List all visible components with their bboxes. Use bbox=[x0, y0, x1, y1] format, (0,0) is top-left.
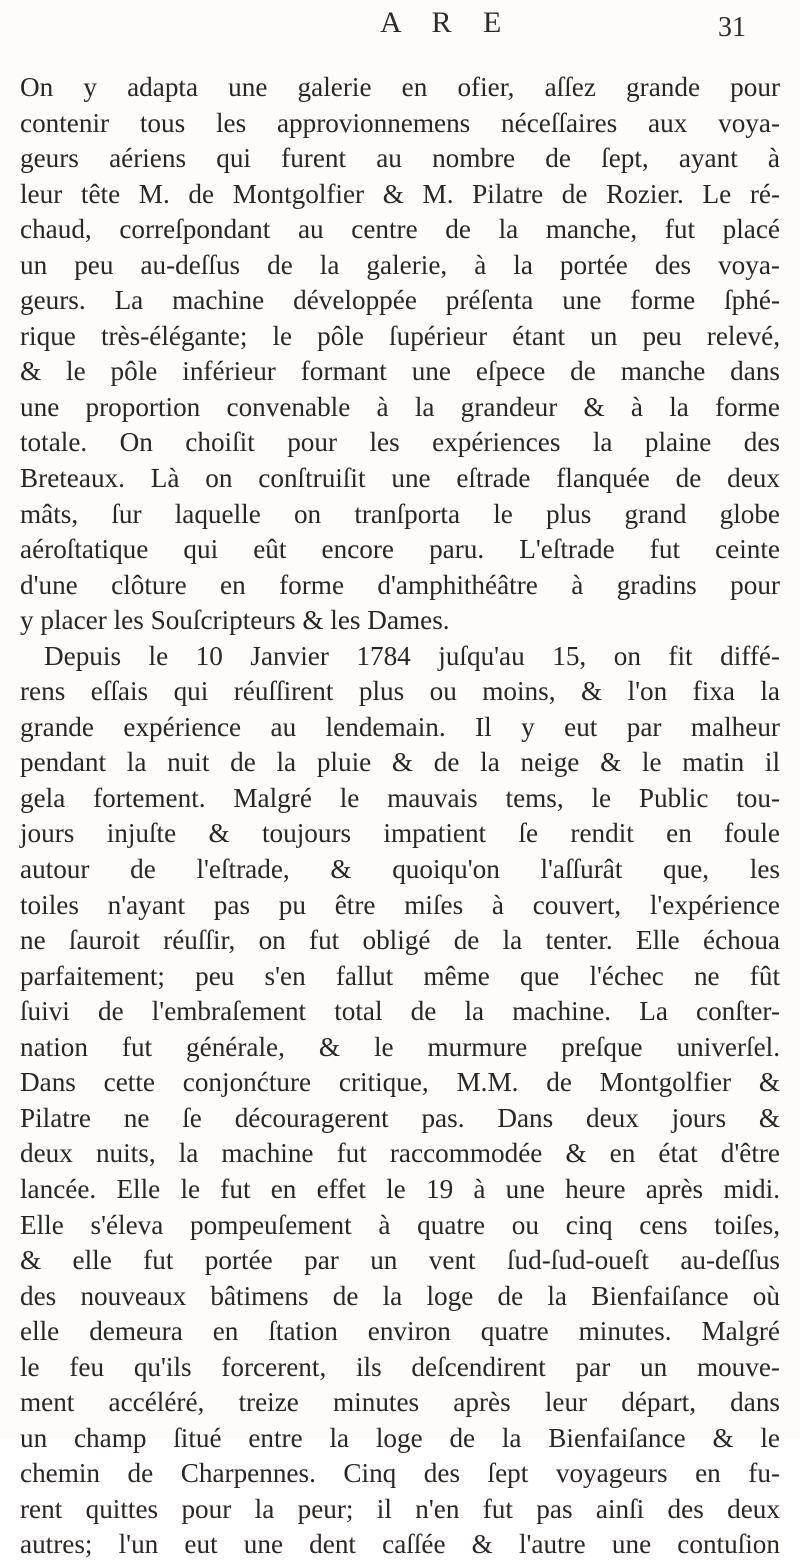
text-line: ne ſauroit réuſſir, on fut obligé de la tenter. Elle échoua bbox=[20, 925, 780, 956]
text-line: lancée. Elle le fut en effet le 19 à une heure après midi. bbox=[20, 1173, 780, 1204]
text-line: rens eſſais qui réuſſirent plus ou moins, & l'on fixa la bbox=[20, 676, 780, 707]
text-line: Elle s'éleva pompeuſement à quatre ou cinq cens toiſes, bbox=[20, 1209, 780, 1240]
text-line: totale. On choiſit pour les expériences la plaine des bbox=[20, 427, 780, 458]
text-line: d'une clôture en forme d'amphithéâtre à gradins pour bbox=[20, 569, 780, 600]
text-line: pendant la nuit de la pluie & de la neige & le matin il bbox=[20, 747, 780, 778]
text-line: rent quittes pour la peur; il n'en fut pas ainſi des deux bbox=[20, 1493, 780, 1524]
text-line: elle demeura en ſtation environ quatre minutes. Malgré bbox=[20, 1316, 780, 1347]
text-line: deux nuits, la machine fut raccommodée & en état d'être bbox=[20, 1138, 780, 1169]
text-line: grande expérience au lendemain. Il y eut par malheur bbox=[20, 711, 780, 742]
text-line: jours injuſte & toujours impatient ſe rendit en foule bbox=[20, 818, 780, 849]
text-line: geurs. La machine développée préſenta une forme ſphé- bbox=[20, 285, 780, 316]
text-line: leur tête M. de Montgolfier & M. Pilatre de Rozier. Le ré- bbox=[20, 178, 780, 209]
running-head bbox=[0, 6, 800, 62]
text-line: mâts, ſur laquelle on tranſporta le plus grand globe bbox=[20, 498, 780, 529]
text-line: On y adapta une galerie en ofier, aſſez grande pour bbox=[20, 72, 780, 102]
text-line: rique très-élégante; le pôle ſupérieur étant un peu relevé, bbox=[20, 320, 780, 351]
page-number: 31 bbox=[718, 12, 746, 43]
text-line: des nouveaux bâtimens de la loge de la Bienfaiſance où bbox=[20, 1280, 780, 1311]
text-line: contenir tous les approvionnemens néceſſaires aux voya- bbox=[20, 107, 780, 138]
text-line: autres; l'un eut une dent caſſée & l'autre une contuſion bbox=[20, 1529, 780, 1560]
text-line: Pilatre ne ſe découragerent pas. Dans deux jours & bbox=[20, 1102, 780, 1133]
text-line: un champ ſitué entre la loge de la Bienfaiſance & le bbox=[20, 1422, 780, 1453]
paragraph-start-line: Depuis le 10 Janvier 1784 juſqu'au 15, on fit diffé- bbox=[44, 640, 780, 671]
text-line: ment accéléré, treize minutes après leur départ, dans bbox=[20, 1387, 780, 1418]
text-line: toiles n'ayant pas pu être miſes à couvert, l'expérience bbox=[20, 889, 780, 920]
body-text bbox=[20, 70, 780, 1563]
text-line: gela fortement. Malgré le mauvais tems, le Public tou- bbox=[20, 782, 780, 813]
text-line: autour de l'eſtrade, & quoiqu'on l'aſſurât que, les bbox=[20, 854, 780, 885]
running-head-title: A R E bbox=[380, 6, 514, 39]
text-line: ſuivi de l'embraſement total de la machine. La conſter- bbox=[20, 996, 780, 1027]
text-line: & le pôle inférieur formant une eſpece de manche dans bbox=[20, 356, 780, 387]
text-line: & elle fut portée par un vent ſud-ſud-oueſt au-deſſus bbox=[20, 1245, 780, 1276]
text-line: un peu au-deſſus de la galerie, à la portée des voya- bbox=[20, 249, 780, 280]
paragraph-end-line: y placer les Souſcripteurs & les Dames. bbox=[20, 605, 450, 636]
text-line: geurs aériens qui furent au nombre de ſept, ayant à bbox=[20, 143, 780, 174]
text-line: chaud, correſpondant au centre de la manche, fut placé bbox=[20, 214, 780, 245]
text-line: parfaitement; peu s'en fallut même que l'échec ne fût bbox=[20, 960, 780, 991]
text-line: le feu qu'ils forcerent, ils deſcendirent par un mouve- bbox=[20, 1351, 780, 1382]
text-line: Dans cette conjonćture critique, M.M. de Montgolfier & bbox=[20, 1067, 780, 1098]
text-line: nation fut générale, & le murmure preſque univerſel. bbox=[20, 1031, 780, 1062]
text-line: une proportion convenable à la grandeur & à la forme bbox=[20, 391, 780, 422]
text-line: Breteaux. Là on conſtruiſit une eſtrade flanquée de deux bbox=[20, 463, 780, 494]
text-line: chemin de Charpennes. Cinq des ſept voyageurs en fu- bbox=[20, 1458, 780, 1489]
text-line: aéroſtatique qui eût encore paru. L'eſtrade fut ceinte bbox=[20, 534, 780, 565]
